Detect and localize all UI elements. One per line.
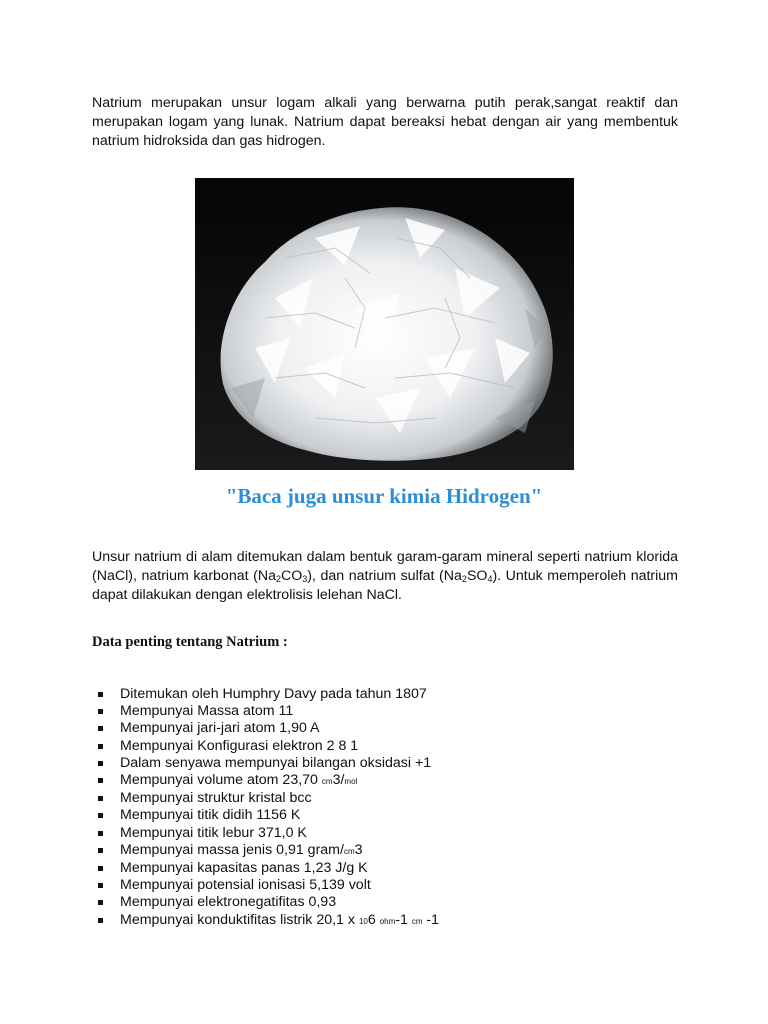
square-bullet-icon [98,900,103,905]
square-bullet-icon [98,918,103,923]
square-bullet-icon [98,813,103,818]
square-bullet-icon [98,796,103,801]
list-item: Mempunyai volume atom 23,70 cm3/mol [92,772,439,790]
section-title: Data penting tentang Natrium : [92,634,288,650]
list-item: Mempunyai massa jenis 0,91 gram/cm3 [92,842,439,860]
square-bullet-icon [98,778,103,783]
intro-paragraph: Natrium merupakan unsur logam alkali yang berwarna putih perak,sangat reaktif dan merupakan logam yang lunak. Natrium dapat bereaksi hebat dengan air yang membentuk natrium hidroksida dan gas hidrogen. [92,95,678,149]
square-bullet-icon [98,726,103,731]
facts-list [92,686,439,930]
square-bullet-icon [98,831,103,836]
square-bullet-icon [98,848,103,853]
sodium-flakes-photo [195,178,574,470]
occurrence-paragraph: Unsur natrium di alam ditemukan dalam bentuk garam-garam mineral seperti natrium klorida (NaCl), natrium karbonat $(Na_2CO_3)$, dan natrium sulfat $(Na_2SO_4)$. Untuk memperoleh natrium dapat dilakukan dengan elektrolisis lelehan NaCl. [92,549,679,603]
list-item: Ditemukan oleh Humphry Davy pada tahun 1807 [92,686,439,703]
square-bullet-icon [98,692,103,697]
list-item: Mempunyai titik didih 1156 K [92,807,439,824]
square-bullet-icon [98,709,103,714]
list-item: Mempunyai potensial ionisasi 5,139 volt [92,877,439,894]
square-bullet-icon [98,883,103,888]
list-item: Mempunyai jari-jari atom 1,90 A [92,720,439,737]
square-bullet-icon [98,761,103,766]
square-bullet-icon [98,866,103,871]
list-item: Dalam senyawa mempunyai bilangan oksidasi +1 [92,755,439,772]
list-item: Mempunyai konduktifitas listrik 20,1 x 106 ohm-1 cm -1 [92,912,439,930]
list-item: Mempunyai titik lebur 371,0 K [92,825,439,842]
square-bullet-icon [98,744,103,749]
list-item: Mempunyai elektronegatifitas 0,93 [92,894,439,911]
list-item: Mempunyai Massa atom 11 [92,703,439,720]
list-item: Mempunyai kapasitas panas 1,23 J/g K [92,860,439,877]
list-item: Mempunyai struktur kristal bcc [92,790,439,807]
list-item: Mempunyai Konfigurasi elektron 2 8 1 [92,738,439,755]
related-article-link[interactable]: "Baca juga unsur kimia Hidrogen" [225,484,543,508]
